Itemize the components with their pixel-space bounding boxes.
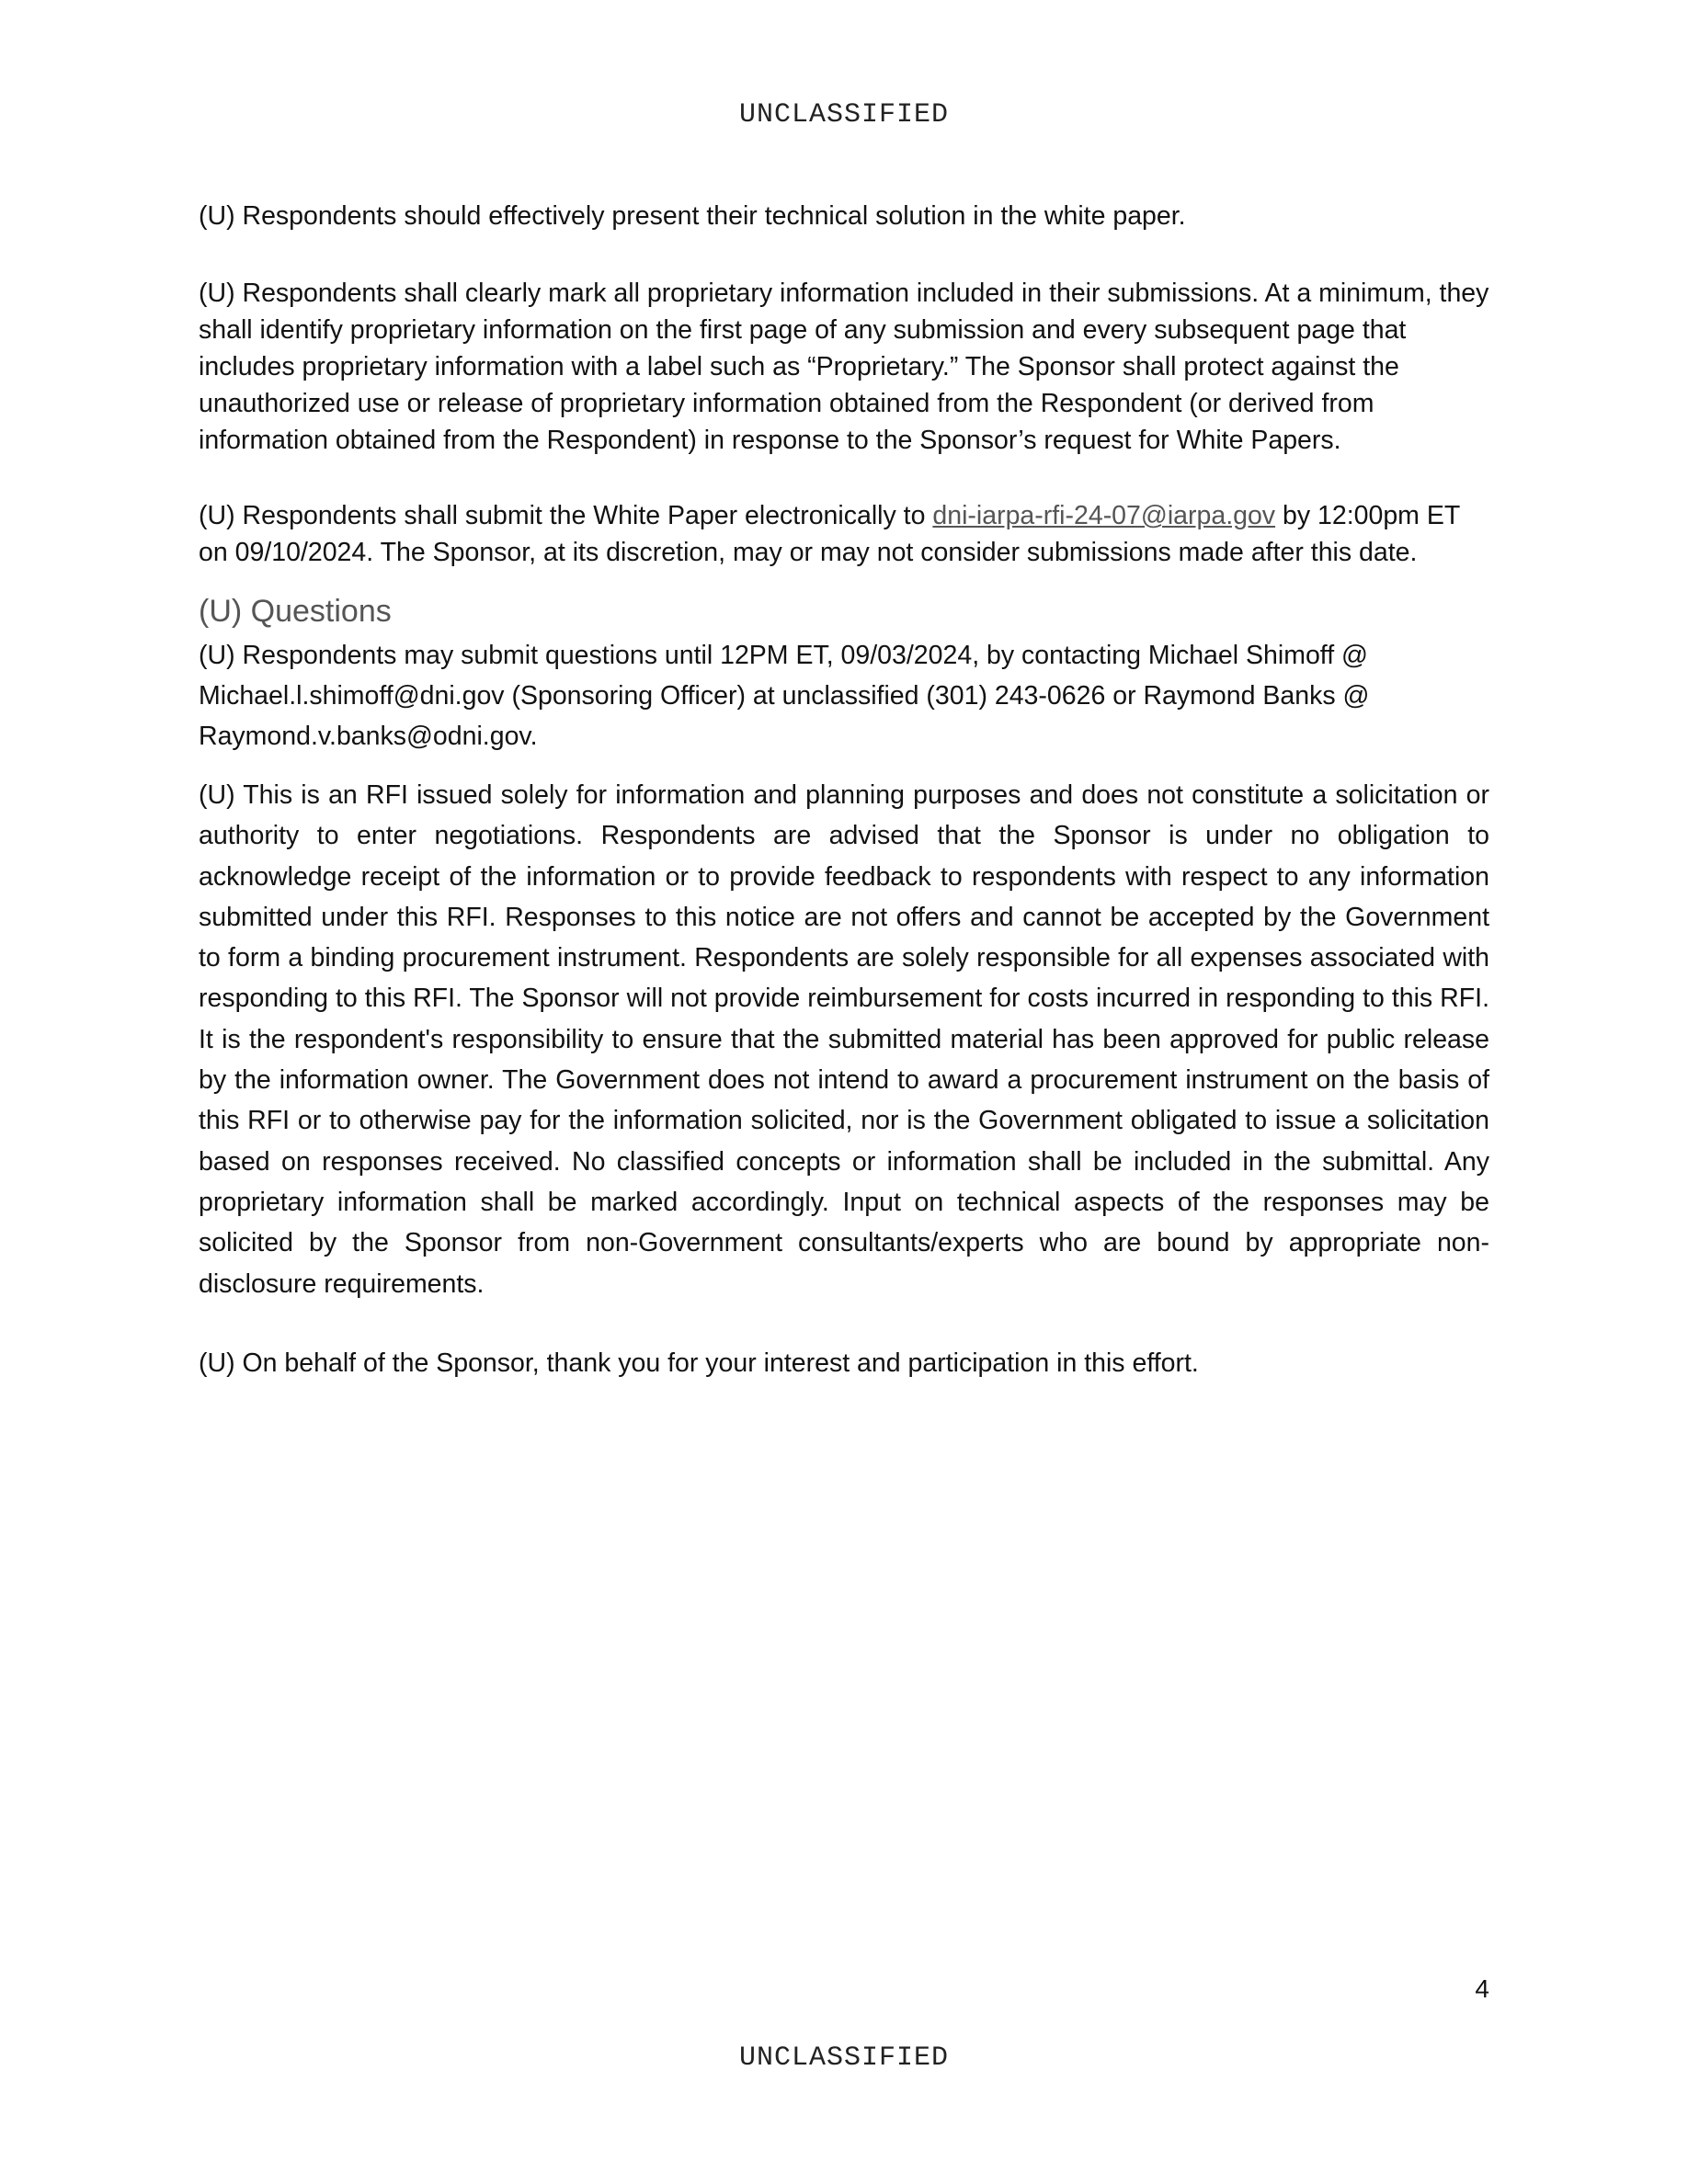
paragraph-rfi-disclaimer: (U) This is an RFI issued solely for information and planning purposes and does not constitute a solicitation or authority to enter negotiations. Respondents are advised that the Sponsor is under no obligation to acknowledge receipt of the information or to provide feedback to respondents with respect to any information submitted under this RFI. Responses to this notice are not offers and cannot be accepted by the Government to form a binding procurement instrument. Respondents are solely responsible for all expenses associated with responding to this RFI. The Sponsor will not provide reimbursement for costs incurred in responding to this RFI. It is the respondent's responsibility to ensure that the submitted material has been approved for public release by the information owner. The Government does not intend to award a procurement instrument on the basis of this RFI or to otherwise pay for the information solicited, nor is the Government obligated to issue a solicitation based on responses received. No classified concepts or information shall be included in the submittal. Any proprietary information shall be marked accordingly. Input on technical aspects of the responses may be solicited by the Sponsor from non-Government consultants/experts who are bound by appropriate non-disclosure requirements. xyxy=(199,780,1489,1299)
submission-email-link[interactable]: dni-iarpa-rfi-24-07@iarpa.gov xyxy=(932,501,1276,530)
paragraph-submission-instructions xyxy=(199,497,1489,571)
submission-text-after-link: by 12:00pm ET on 09/10/2024. The Sponsor, at its discretion, may or may not consider submissions made after this date. xyxy=(199,501,1460,567)
submission-text-before-link: (U) Respondents shall submit the White Paper electronically to xyxy=(199,501,933,530)
page-number: 4 xyxy=(1475,1974,1489,2003)
classification-header: UNCLASSIFIED xyxy=(738,99,950,131)
paragraph-closing-thanks: (U) On behalf of the Sponsor, thank you for your interest and participation in this effort. xyxy=(199,1348,1199,1378)
document-body xyxy=(199,198,1489,1382)
paragraph-proprietary-information: (U) Respondents shall clearly mark all proprietary information included in their submissions. At a minimum, they shall identify proprietary information on the first page of any submission and every subsequent page that includes proprietary information with a label such as “Proprietary.” The Sponsor shall protect against the unauthorized use or release of proprietary information obtained from the Respondent (or derived from information obtained from the Respondent) in response to the Sponsor’s request for White Papers. xyxy=(199,279,1489,455)
paragraph-questions-contact: (U) Respondents may submit questions until 12PM ET, 09/03/2024, by contacting Michael Shimoff @ Michael.l.shimoff@dni.gov (Sponsoring Officer) at unclassified (301) 243-0626 or Raymond Banks @ Raymond.v.banks@odni.gov. xyxy=(199,641,1370,751)
paragraph-technical-solution: (U) Respondents should effectively present their technical solution in the white paper. xyxy=(199,201,1186,231)
classification-footer: UNCLASSIFIED xyxy=(738,2042,950,2074)
questions-heading: (U) Questions xyxy=(199,594,392,629)
